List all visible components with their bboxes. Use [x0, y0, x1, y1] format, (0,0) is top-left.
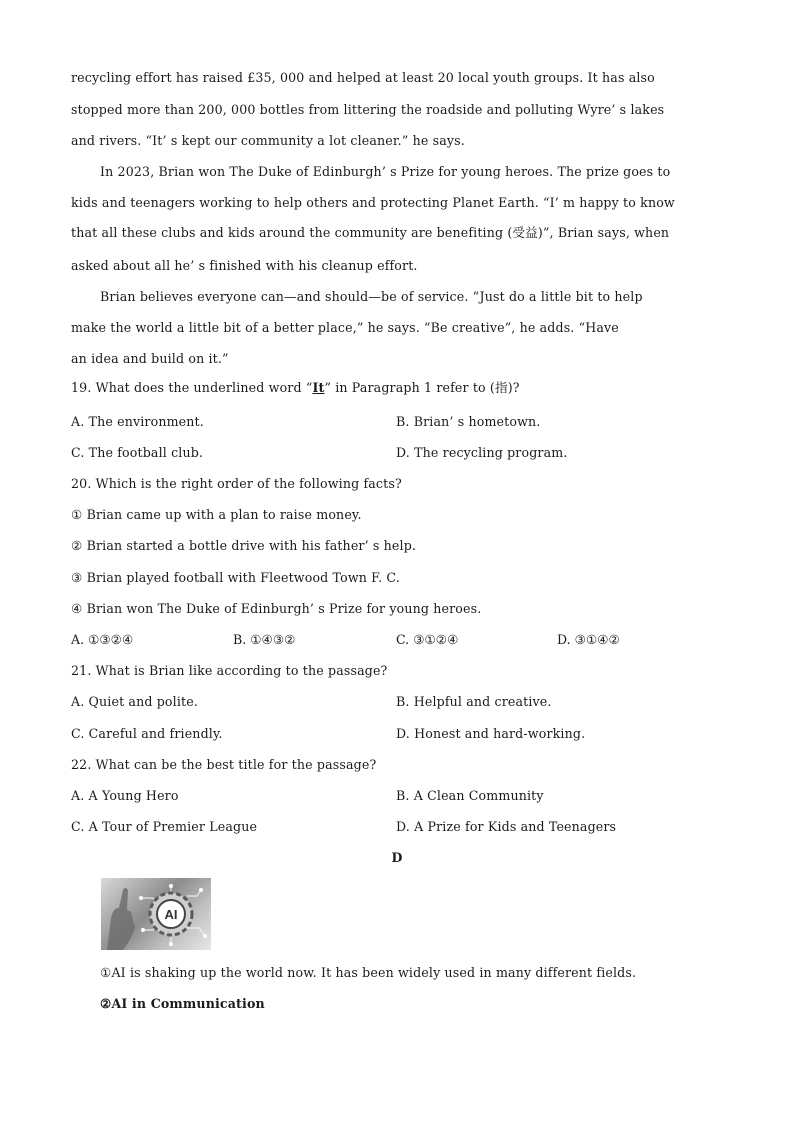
- passage-line: and rivers. “It’ s kept our community a lot cleaner.” he says.: [71, 133, 465, 148]
- underlined-word: It: [312, 380, 325, 395]
- q20-option-d[interactable]: D. ③①④②: [557, 632, 620, 647]
- stem-text: 19. What does the underlined word “: [71, 380, 313, 395]
- q19-option-b[interactable]: B. Brian’ s hometown.: [396, 414, 541, 429]
- question-20-stem: 20. Which is the right order of the following facts?: [71, 476, 402, 491]
- q20-option-c[interactable]: C. ③①②④: [396, 632, 459, 647]
- q20-fact: ④ Brian won The Duke of Edinburgh’ s Prize for young heroes.: [71, 601, 482, 616]
- passage-line: recycling effort has raised £35, 000 and helped at least 20 local youth groups. It has also: [71, 70, 655, 85]
- q20-fact: ① Brian came up with a plan to raise money.: [71, 507, 362, 522]
- q22-option-a[interactable]: A. A Young Hero: [71, 788, 179, 803]
- q20-option-a[interactable]: A. ①③②④: [71, 632, 134, 647]
- passage-line: that all these clubs and kids around the community are benefiting (受益)”, Brian says, when: [71, 225, 670, 240]
- question-22-stem: 22. What can be the best title for the passage?: [71, 757, 377, 772]
- passage-line: asked about all he’ s finished with his cleanup effort.: [71, 258, 418, 273]
- passage-d-subheading: ②AI in Communication: [100, 996, 265, 1011]
- q19-option-c[interactable]: C. The football club.: [71, 445, 204, 460]
- q21-option-b[interactable]: B. Helpful and creative.: [396, 694, 552, 709]
- q22-option-d[interactable]: D. A Prize for Kids and Teenagers: [396, 819, 617, 834]
- q21-option-d[interactable]: D. Honest and hard-working.: [396, 726, 586, 741]
- question-21-stem: 21. What is Brian like according to the passage?: [71, 663, 388, 678]
- passage-d-paragraph-1: ①AI is shaking up the world now. It has been widely used in many different fields.: [100, 965, 637, 980]
- passage-line: kids and teenagers working to help others and protecting Planet Earth. “I’ m happy to know: [71, 195, 675, 210]
- q22-option-c[interactable]: C. A Tour of Premier League: [71, 819, 258, 834]
- passage-line: Brian believes everyone can—and should—be of service. “Just do a little bit to help: [100, 289, 643, 304]
- q19-option-d[interactable]: D. The recycling program.: [396, 445, 568, 460]
- q19-option-a[interactable]: A. The environment.: [71, 414, 204, 429]
- q20-fact: ② Brian started a bottle drive with his father’ s help.: [71, 538, 417, 553]
- q20-fact: ③ Brian played football with Fleetwood Town F. C.: [71, 570, 400, 585]
- section-heading-d: D: [391, 850, 403, 865]
- q20-option-b[interactable]: B. ①④③②: [233, 632, 296, 647]
- ai-circuit-icon: [101, 878, 211, 950]
- stem-text: ” in Paragraph 1 refer to (指)?: [324, 380, 520, 395]
- q21-option-a[interactable]: A. Quiet and polite.: [71, 694, 198, 709]
- q22-option-b[interactable]: B. A Clean Community: [396, 788, 544, 803]
- ai-image-label: AI: [164, 907, 178, 922]
- q21-option-c[interactable]: C. Careful and friendly.: [71, 726, 223, 741]
- passage-line: an idea and build on it.”: [71, 351, 229, 366]
- passage-line: make the world a little bit of a better place,” he says. “Be creative”, he adds. “Have: [71, 320, 619, 335]
- passage-line: In 2023, Brian won The Duke of Edinburgh’ s Prize for young heroes. The prize goes to: [100, 164, 671, 179]
- passage-line: stopped more than 200, 000 bottles from littering the roadside and polluting Wyre’ s lakes: [71, 102, 665, 117]
- question-19-stem: [71, 380, 520, 396]
- ai-illustration-image: [101, 878, 211, 950]
